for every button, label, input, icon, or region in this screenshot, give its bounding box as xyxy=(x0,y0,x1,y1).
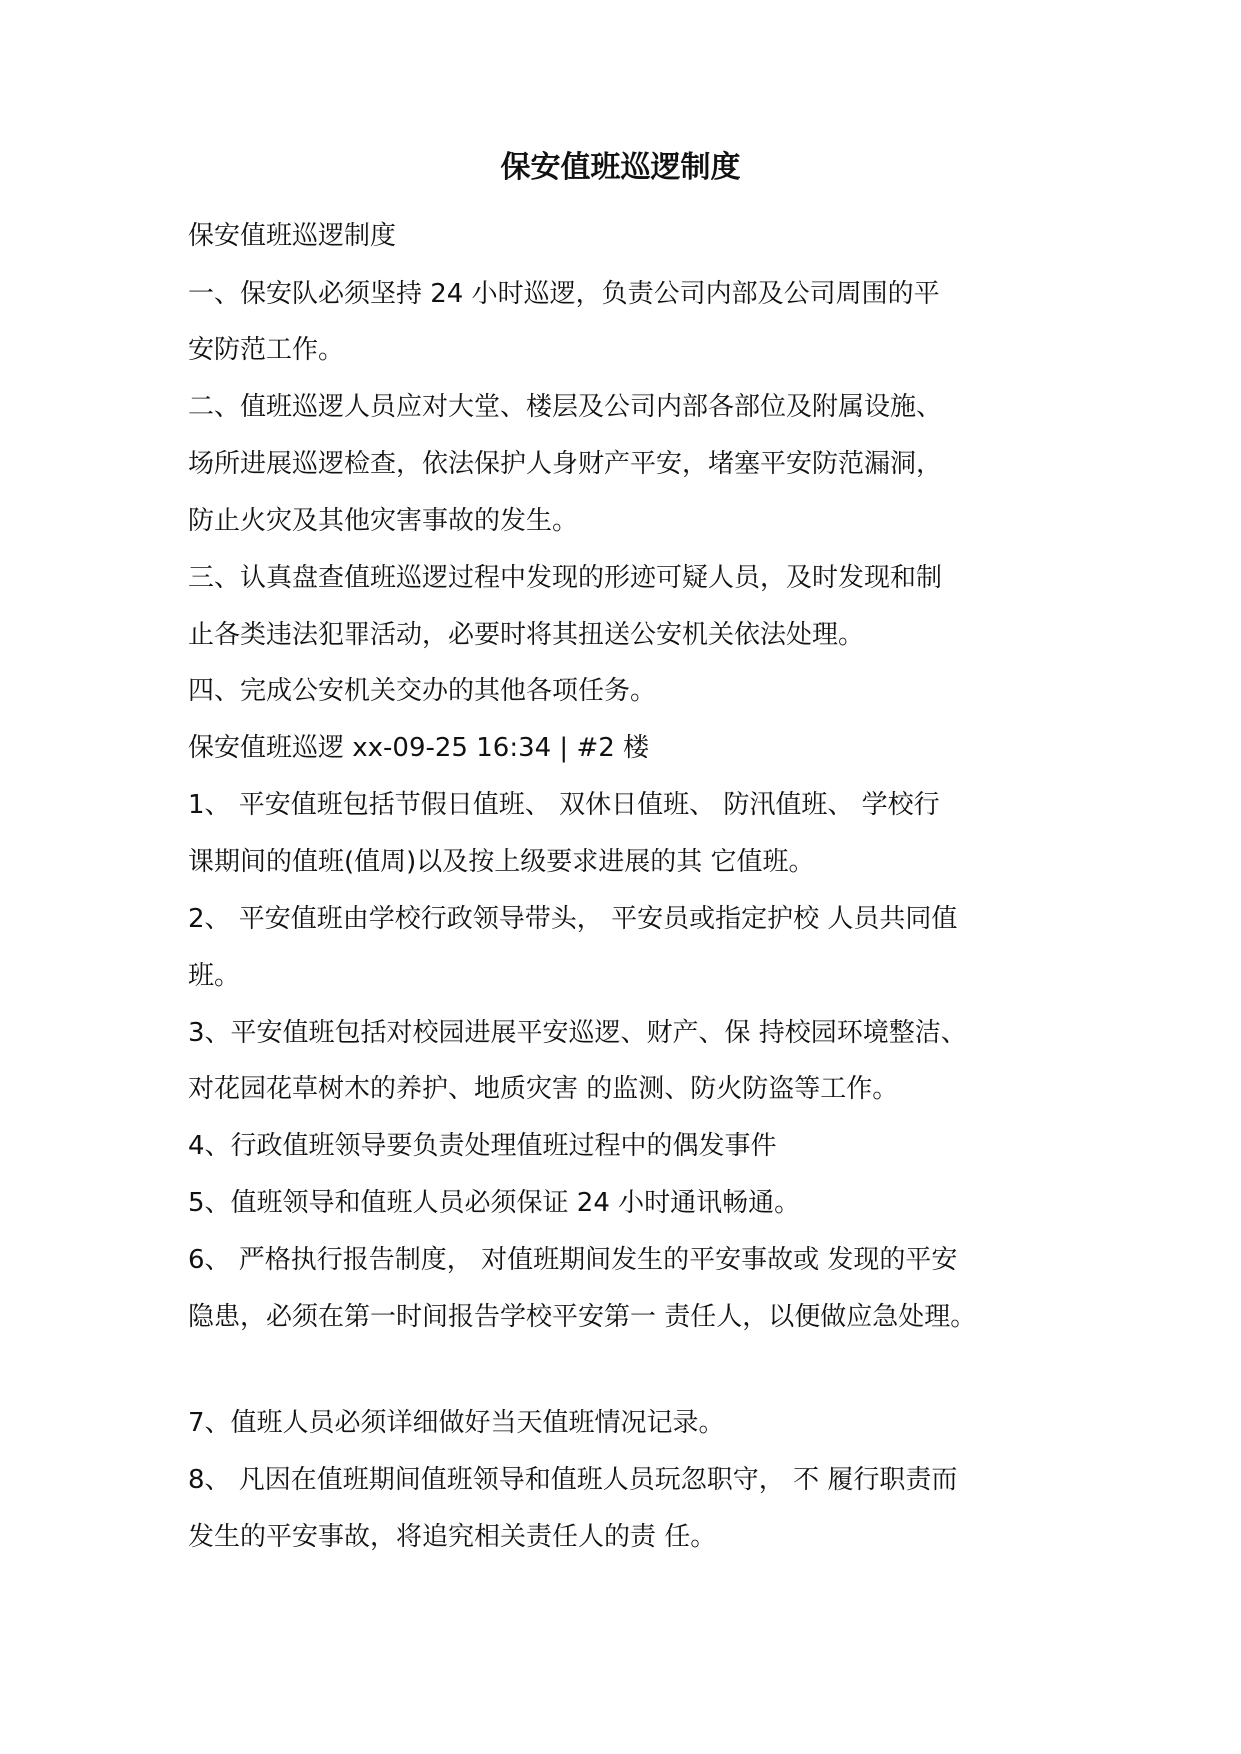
text-line: 场所进展巡逻检查，依法保护人身财产平安，堵塞平安防范漏洞， xyxy=(188,449,943,479)
text-line: 5、值班领导和值班人员必须保证 24 小时通讯畅通。 xyxy=(188,1188,801,1218)
subtitle-line: 保安值班巡逻制度 xyxy=(188,221,397,251)
text-line: 1、 平安值班包括节假日值班、 双休日值班、 防汛值班、 学校行 xyxy=(188,790,940,820)
text-line: 四、完成公安机关交办的其他各项任务。 xyxy=(188,676,657,706)
text-line: 课期间的值班(值周)以及按上级要求进展的其 它值班。 xyxy=(188,847,815,877)
text-line: 7、值班人员必须详细做好当天值班情况记录。 xyxy=(188,1408,725,1438)
text-line: 班。 xyxy=(188,961,241,991)
text-line: 2、 平安值班由学校行政领导带头， 平安员或指定护校 人员共同值 xyxy=(188,904,958,934)
text-line: 3、平安值班包括对校园进展平安巡逻、财产、保 持校园环境整洁、 xyxy=(188,1018,967,1048)
text-line: 4、行政值班领导要负责处理值班过程中的偶发事件 xyxy=(188,1131,777,1161)
text-line: 8、 凡因在值班期间值班领导和值班人员玩忽职守， 不 履行职责而 xyxy=(188,1465,958,1495)
text-line: 发生的平安事故，将追究相关责任人的责 任。 xyxy=(188,1522,717,1552)
text-line: 二、值班巡逻人员应对大堂、楼层及公司内部各部位及附属设施、 xyxy=(188,392,943,422)
text-line: 止各类违法犯罪活动，必要时将其扭送公安机关依法处理。 xyxy=(188,620,865,650)
text-line: 一、保安队必须坚持 24 小时巡逻，负责公司内部及公司周围的平 xyxy=(188,279,940,309)
text-line: 防止火灾及其他灾害事故的发生。 xyxy=(188,506,579,536)
text-line: 三、认真盘查值班巡逻过程中发现的形迹可疑人员，及时发现和制 xyxy=(188,563,943,593)
text-line: 隐患，必须在第一时间报告学校平安第一 责任人，以便做应急处理。 xyxy=(188,1302,977,1332)
document-title: 保安值班巡逻制度 xyxy=(500,150,741,185)
text-line: 对花园花草树木的养护、地质灾害 的监测、防火防盗等工作。 xyxy=(188,1074,899,1104)
text-line: 安防范工作。 xyxy=(188,335,345,365)
post-header-line: 保安值班巡逻 xx-09-25 16:34 | #2 楼 xyxy=(188,733,650,763)
text-line: 6、 严格执行报告制度， 对值班期间发生的平安事故或 发现的平安 xyxy=(188,1245,958,1275)
